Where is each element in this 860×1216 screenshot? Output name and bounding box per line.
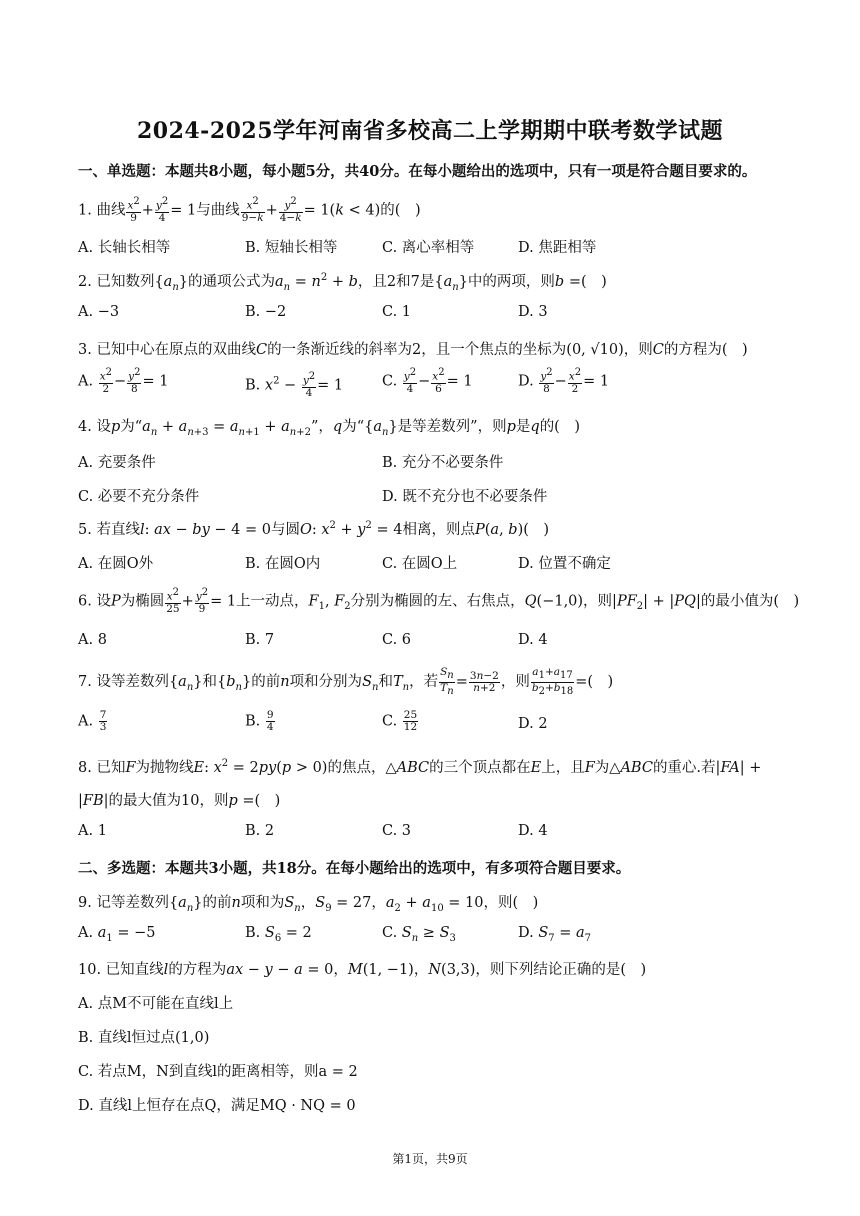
q3-option-b: B. $x^2$ − $\frac{y^2}{4}$ = 1 (245, 371, 344, 399)
q5-option-b: B. 在圆O内 (245, 556, 321, 572)
q3-option-c: C. $\frac{y^2}{4}$ − $\frac{x^2}{6}$ = 1 (382, 367, 473, 395)
question-2: 2. 已知数列$\{a_n\}$的通项公式为$a_n = n^2 + b$，且2和7是$\{a_n\}$中的两项，则b =( ) (78, 272, 607, 293)
q10-option-b: B. 直线l恒过点(1,0) (78, 1030, 210, 1046)
q8-option-d: D. 4 (518, 823, 548, 839)
q6-option-d: D. 4 (518, 632, 548, 648)
question-7: 7. 设等差数列$\{a_n\}$和$\{b_n\}$的前n项和分别为$S_n$和$T_n$，若 $\frac{S_n}{T_n}$ = $\frac{3n-2}{n+2}$ ，则 $\frac{a_1+a_{17}}{b_2+b_{18}}$ =( ) (78, 666, 614, 697)
q7-option-c: C. $\frac{25}{12}$ (382, 709, 418, 734)
q4-option-d: D. 既不充分也不必要条件 (382, 489, 548, 505)
q5-option-a: A. 在圆O外 (78, 556, 154, 572)
q7-option-d: D. 2 (518, 716, 548, 732)
q6-option-b: B. 7 (245, 632, 275, 648)
q1-option-d: D. 焦距相等 (518, 240, 597, 256)
q2-option-a: A. −3 (78, 304, 120, 320)
q5-option-d: D. 位置不确定 (518, 556, 611, 572)
q6-option-c: C. 6 (382, 632, 412, 648)
page-title: 2024-2025学年河南省多校高二上学期期中联考数学试题 (136, 118, 724, 144)
q9-option-d: D. $S_7 = a_7$ (518, 925, 592, 944)
q9-option-c: C. $S_n \ge S_3$ (382, 925, 456, 944)
question-4: 4. 设p为“$a_n + a_{n+3} = a_{n+1} + a_{n+2}$”，q为“$\{a_n\}$是等差数列”，则p是q的( ) (78, 419, 581, 438)
question-5: 5. 若直线l: ax − by − 4 = 0与圆O: $x^2 + y^2 = 4$相离，则点P(a, b)( ) (78, 520, 550, 538)
q4-option-b: B. 充分不必要条件 (382, 455, 504, 471)
q7-option-a: A. $\frac{7}{3}$ (78, 709, 107, 734)
q4-option-a: A. 充要条件 (78, 455, 156, 471)
q4-option-c: C. 必要不充分条件 (78, 489, 200, 505)
q10-option-d: D. 直线l上恒存在点Q，满足MQ · NQ = 0 (78, 1098, 356, 1114)
question-6: 6. 设P为椭圆 $\frac{x^2}{25}$ + $\frac{y^2}{9}$ = 1上一动点，$F_1$, $F_2$分别为椭圆的左、右焦点，Q(−1,0)，则$|PF_2| + |PQ|$的最小值为( ) (78, 587, 800, 615)
q9-option-a: A. $a_1 = -5$ (78, 925, 156, 944)
q2-option-c: C. 1 (382, 304, 412, 320)
q9-option-b: B. $S_6 = 2$ (245, 925, 312, 944)
q2-option-d: D. 3 (518, 304, 548, 320)
question-1: 1. 曲线 $\frac{x^2}{9}$ + $\frac{y^2}{4}$ = 1与曲线 $\frac{x^2}{9-k}$ + $\frac{y^2}{4-k}$ = 1(k < 4)的( ) (78, 196, 421, 224)
q10-option-a: A. 点M不可能在直线l上 (78, 996, 234, 1012)
question-9: 9. 记等差数列$\{a_n\}$的前n项和为$S_n$，$S_9 = 27$，$a_2 + a_{10} = 10$，则( ) (78, 895, 539, 914)
q10-option-c: C. 若点M，N到直线l的距离相等，则a = 2 (78, 1064, 358, 1080)
section-multi-choice: 二、多选题：本题共3小题，共18分。在每小题给出的选项中，有多项符合题目要求。 (78, 860, 631, 877)
q3-option-a: A. $\frac{x^2}{2}$ − $\frac{y^2}{8}$ = 1 (78, 367, 169, 395)
q8-option-c: C. 3 (382, 823, 412, 839)
q1-option-a: A. 长轴长相等 (78, 240, 171, 256)
q2-option-b: B. −2 (245, 304, 287, 320)
q1-option-b: B. 短轴长相等 (245, 240, 338, 256)
q3-option-d: D. $\frac{y^2}{8}$ − $\frac{x^2}{2}$ = 1 (518, 367, 610, 395)
q8-option-a: A. 1 (78, 823, 107, 839)
q5-option-c: C. 在圆O上 (382, 556, 458, 572)
section-single-choice: 一、单选题：本题共8小题，每小题5分，共40分。在每小题给出的选项中，只有一项是符合题目要求的。 (78, 163, 757, 180)
question-8-line-2: |FB|的最大值为10，则p =( ) (78, 793, 281, 809)
question-8-line-1: 8. 已知F为抛物线E: $x^2 = 2py(p > 0)$的焦点，△ABC的三个顶点都在E上，且F为△ABC的重心.若|FA| + (78, 758, 762, 776)
question-10: 10. 已知直线l的方程为ax − y − a = 0，M(1, −1)，N(3,3)，则下列结论正确的是( ) (78, 962, 647, 978)
page-footer: 第1页，共9页 (392, 1152, 468, 1166)
q6-option-a: A. 8 (78, 632, 107, 648)
q1-option-c: C. 离心率相等 (382, 240, 475, 256)
question-3: 3. 已知中心在原点的双曲线C的一条渐近线的斜率为2，且一个焦点的坐标为(0, √10)，则C的方程为( ) (78, 342, 748, 358)
q8-option-b: B. 2 (245, 823, 275, 839)
q7-option-b: B. $\frac{9}{4}$ (245, 709, 274, 734)
